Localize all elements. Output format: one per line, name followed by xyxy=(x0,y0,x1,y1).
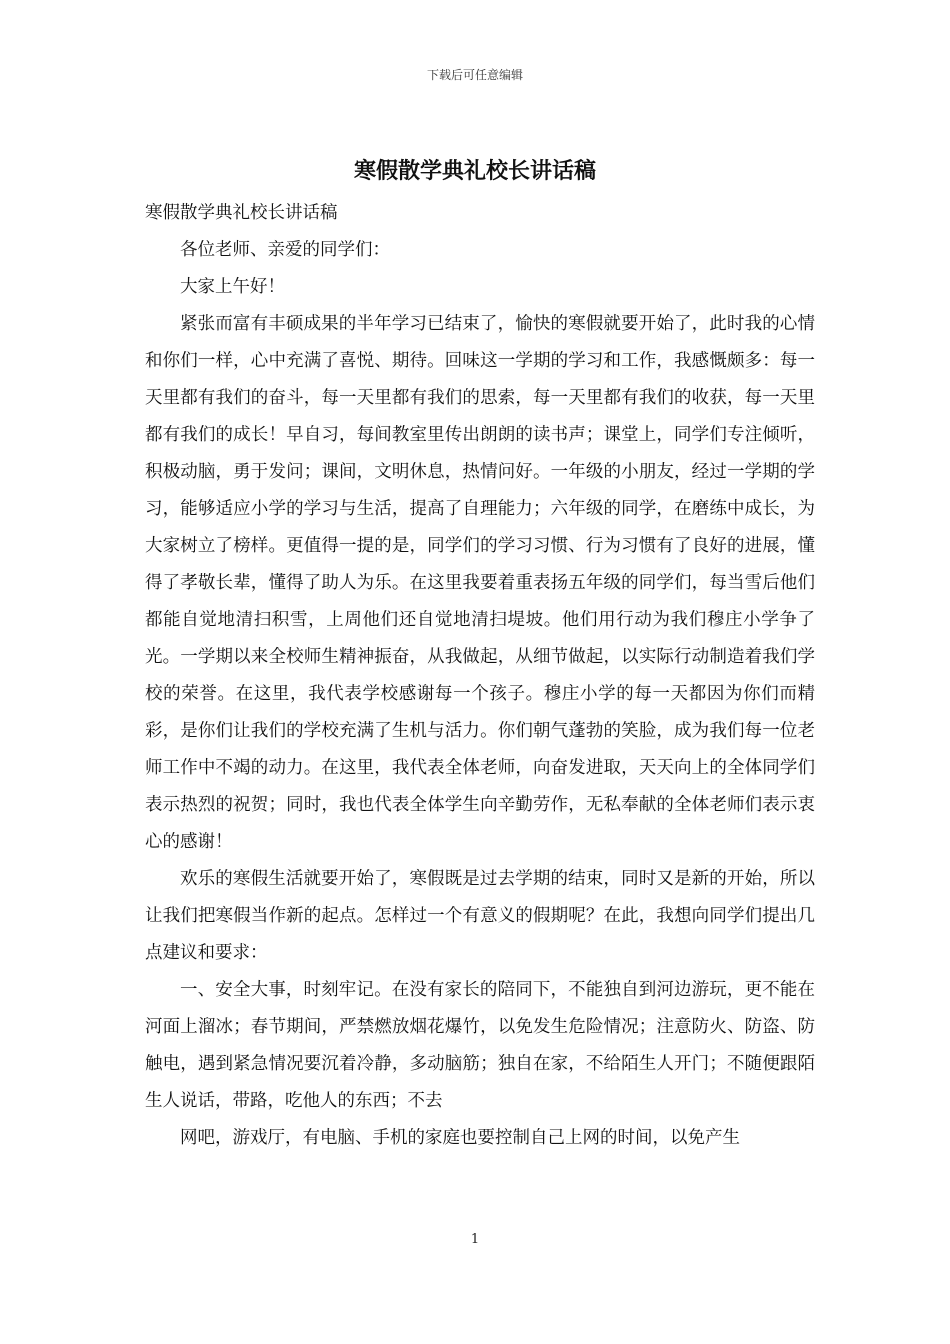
greeting-paragraph: 各位老师、亲爱的同学们： xyxy=(180,240,390,260)
document-title: 寒假散学典礼校长讲话稿 xyxy=(353,158,596,184)
body-paragraph: 欢乐的寒假生活就要开始了，寒假既是过去学期的结束，同时又是新的开始，所以让我们把寒假当作新的起点。怎样过一个有意义的假期呢？在此，我想向同学们提出几点建议和要求： xyxy=(145,869,815,963)
body-paragraph: 网吧，游戏厅，有电脑、手机的家庭也要控制自己上网的时间，以免产生 xyxy=(180,1128,740,1148)
document-body xyxy=(145,195,815,1157)
body-paragraph: 一、安全大事，时刻牢记。在没有家长的陪同下，不能独自到河边游玩，更不能在河面上溜冰；春节期间，严禁燃放烟花爆竹，以免发生危险情况；注意防火、防盗、防触电，遇到紧急情况要沉着冷静，多动脑筋；独自在家，不给陌生人开门；不随便跟陌生人说话，带路，吃他人的东西；不去 xyxy=(145,980,815,1111)
page-number: 1 xyxy=(470,1232,480,1247)
subtitle-paragraph: 寒假散学典礼校长讲话稿 xyxy=(145,203,338,223)
body-paragraph: 紧张而富有丰硕成果的半年学习已结束了，愉快的寒假就要开始了，此时我的心情和你们一样，心中充满了喜悦、期待。回味这一学期的学习和工作，我感慨颇多：每一天里都有我们的奋斗，每一天里都有我们的思索，每一天里都有我们的收获，每一天里都有我们的成长！早自习，每间教室里传出朗朗的读书声；课堂上，同学们专注倾听，积极动脑，勇于发问；课间，文明休息，热情问好。一年级的小朋友，经过一学期的学习，能够适应小学的学习与生活，提高了自理能力；六年级的同学，在磨练中成长，为大家树立了榜样。更值得一提的是，同学们的学习习惯、行为习惯有了良好的进展，懂得了孝敬长辈，懂得了助人为乐。在这里我要着重表扬五年级的同学们，每当雪后他们都能自觉地清扫积雪，上周他们还自觉地清扫堤坡。他们用行动为我们穆庄小学争了光。一学期以来全校师生精神振奋，从我做起，从细节做起，以实际行动制造着我们学校的荣誉。在这里，我代表学校感谢每一个孩子。穆庄小学的每一天都因为你们而精彩，是你们让我们的学校充满了生机与活力。你们朝气蓬勃的笑脸，成为我们每一位老师工作中不竭的动力。在这里，我代表全体老师，向奋发进取，天天向上的全体同学们表示热烈的祝贺；同时，我也代表全体学生向辛勤劳作，无私奉献的全体老师们表示衷心的感谢！ xyxy=(145,314,815,852)
salutation-paragraph: 大家上午好！ xyxy=(180,277,285,297)
header-note: 下载后可任意编辑 xyxy=(426,68,523,82)
